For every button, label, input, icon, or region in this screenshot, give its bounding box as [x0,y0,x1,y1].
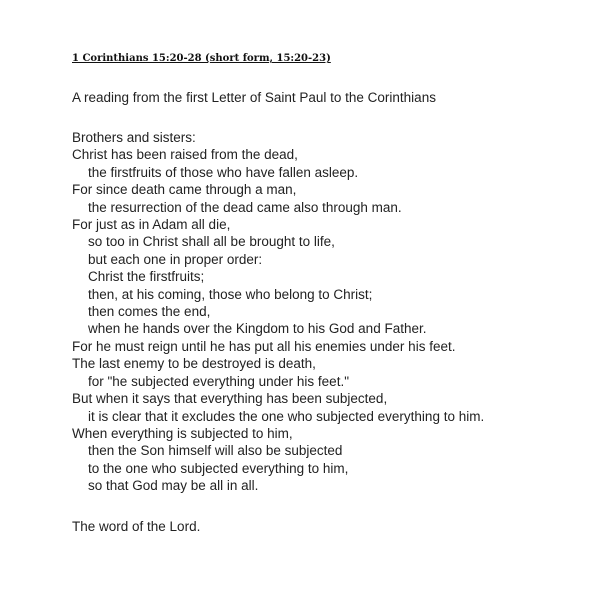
reading-citation-heading: 1 Corinthians 15:20-28 (short form, 15:20-23) [72,53,331,64]
reading-line: When everything is subjected to him, [72,425,293,441]
reading-line: when he hands over the Kingdom to his God and Father. [88,321,427,337]
reading-line: Christ the firstfruits; [88,269,205,285]
reading-line: then, at his coming, those who belong to Christ; [88,286,373,302]
reading-line: then comes the end, [88,304,211,320]
reading-line: the resurrection of the dead came also through man. [88,199,402,215]
reading-line: so too in Christ shall all be brought to life, [88,234,335,250]
reading-line: it is clear that it excludes the one who subjected everything to him. [88,408,485,424]
reading-text [72,129,484,495]
reading-closing: The word of the Lord. [72,519,201,534]
reading-line: then the Son himself will also be subjected [88,443,343,459]
reading-introduction: A reading from the first Letter of Saint Paul to the Corinthians [72,90,436,105]
reading-line: For since death came through a man, [72,182,297,198]
reading-line: Brothers and sisters: [72,130,196,145]
reading-line: For just as in Adam all die, [72,217,231,233]
reading-line: The last enemy to be destroyed is death, [72,356,316,372]
reading-line: Christ has been raised from the dead, [72,147,298,163]
reading-line: For he must reign until he has put all his enemies under his feet. [72,338,456,354]
reading-line: But when it says that everything has been subjected, [72,391,388,407]
reading-line: so that God may be all in all. [88,478,259,494]
reading-line: but each one in proper order: [88,251,263,267]
reading-line: to the one who subjected everything to him, [88,460,349,476]
reading-line: for "he subjected everything under his feet." [88,373,349,389]
reading-line: the firstfruits of those who have fallen asleep. [88,164,359,180]
